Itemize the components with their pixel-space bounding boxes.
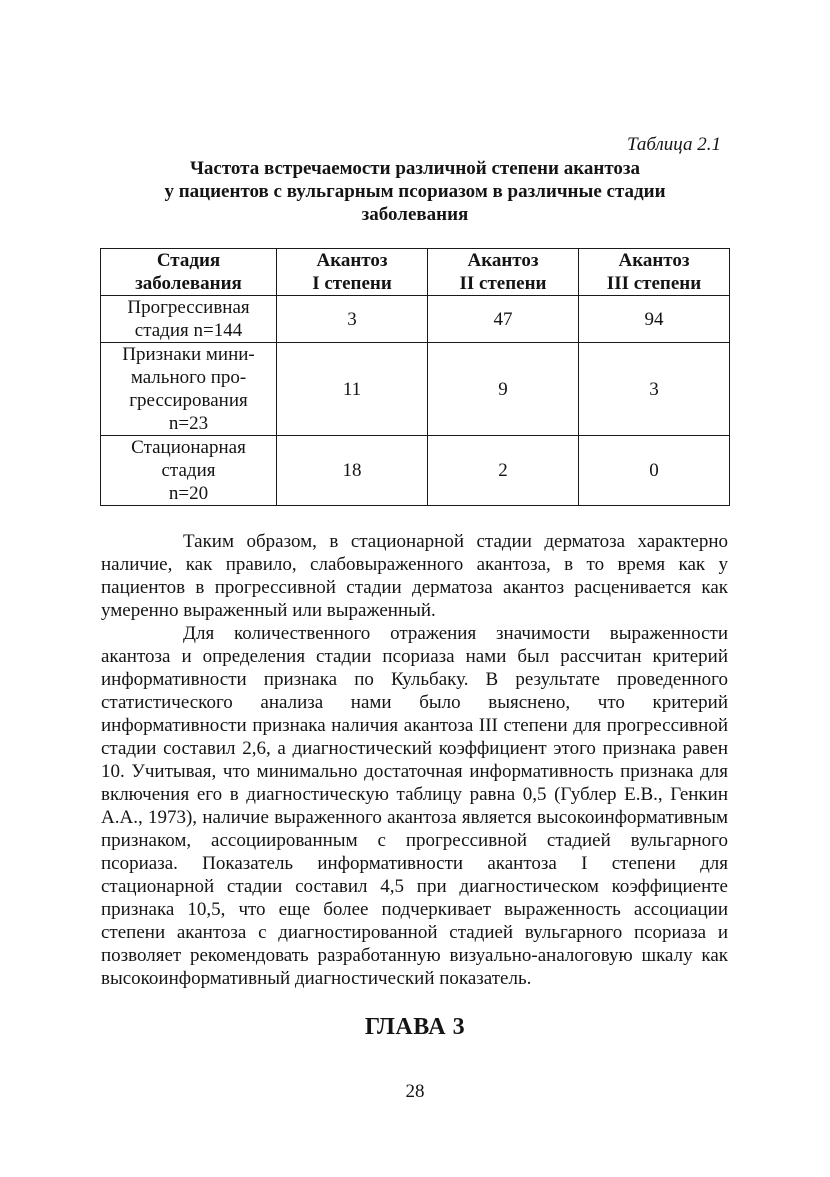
header-line: Акантоз [618, 250, 690, 271]
stage-line: стадия [161, 460, 216, 481]
value-cell: 47 [428, 296, 579, 343]
stage-line: Прогрессивная [127, 297, 250, 318]
body-paragraph: Для количественного отражения значимости выраженности акантоза и определения стадии псориаза нами был рассчитан критерий информативности признака по Кульбаку. В результате проведенного статистического анализа нами было выяснено, что критерий информативности признака наличия акантоза III степени для прогрессивной стадии составил 2,6, а диагностический коэффициент этого признака равен 10. Учитывая, что минимально достаточная информативность признака для включения его в диагностическую таблицу равна 0,5 (Гублер Е.В., Генкин А.А., 1973), наличие выраженного акантоза является высокоинформативным признаком, ассоциированным с прогрессивной стадией вульгарного псориаза. Показатель информативности акантоза I степени для стационарной стадии составил 4,5 при диагностическом коэффициенте признака 10,5, что еще более подчеркивает выраженность ассоциации степени акантоза с диагностированной стадией вульгарного псориаза и позволяет рекомендовать разработанную визуально-аналоговую шкалу как высокоинформативный диагностический показатель. [101, 623, 728, 989]
table-header-row [101, 249, 730, 296]
header-line: III степени [606, 273, 702, 294]
header-line: II степени [459, 273, 547, 294]
header-line: Акантоз [467, 250, 539, 271]
header-acanthosis-1 [277, 249, 428, 296]
value-cell: 3 [579, 343, 730, 436]
body-paragraph: Таким образом, в стационарной стадии дерматоза характерно наличие, как правило, слабовыраженного акантоза, в то время как у пациентов в прогрессивной стадии дерматоза акантоз расценивается как умеренно выраженный или выраженный. [101, 531, 728, 621]
acanthosis-table [100, 248, 730, 506]
table-row [101, 436, 730, 506]
stage-line: n=20 [168, 483, 209, 504]
stage-cell [101, 296, 277, 343]
header-line: I степени [312, 273, 392, 294]
header-line: заболевания [135, 273, 242, 294]
value-cell: 94 [579, 296, 730, 343]
table-title-line: Частота встречаемости различной степени акантоза [189, 158, 641, 179]
header-line: Стадия [156, 250, 221, 271]
value-cell: 18 [277, 436, 428, 506]
table-title-line: у пациентов с вульгарным псориазом в различные стадии [164, 181, 666, 202]
value-cell: 11 [277, 343, 428, 436]
stage-cell [101, 343, 277, 436]
page-number: 28 [405, 1081, 425, 1102]
stage-line: грессирования [129, 390, 248, 411]
value-cell: 9 [428, 343, 579, 436]
value-cell: 0 [579, 436, 730, 506]
stage-line: мального про- [130, 367, 247, 388]
stage-line: n=23 [168, 413, 209, 434]
stage-cell [101, 436, 277, 506]
table-row [101, 296, 730, 343]
header-stage [101, 249, 277, 296]
value-cell: 3 [277, 296, 428, 343]
header-line: Акантоз [316, 250, 388, 271]
value-cell: 2 [428, 436, 579, 506]
stage-line: стадия n=144 [134, 320, 243, 341]
table-label: Таблица 2.1 [627, 134, 721, 155]
table-row [101, 343, 730, 436]
stage-line: Признаки мини- [122, 344, 255, 365]
header-acanthosis-2 [428, 249, 579, 296]
chapter-heading: ГЛАВА 3 [364, 1014, 466, 1040]
table-title [100, 157, 730, 226]
header-acanthosis-3 [579, 249, 730, 296]
stage-line: Стационарная [131, 437, 246, 458]
table-title-line: заболевания [361, 204, 469, 225]
